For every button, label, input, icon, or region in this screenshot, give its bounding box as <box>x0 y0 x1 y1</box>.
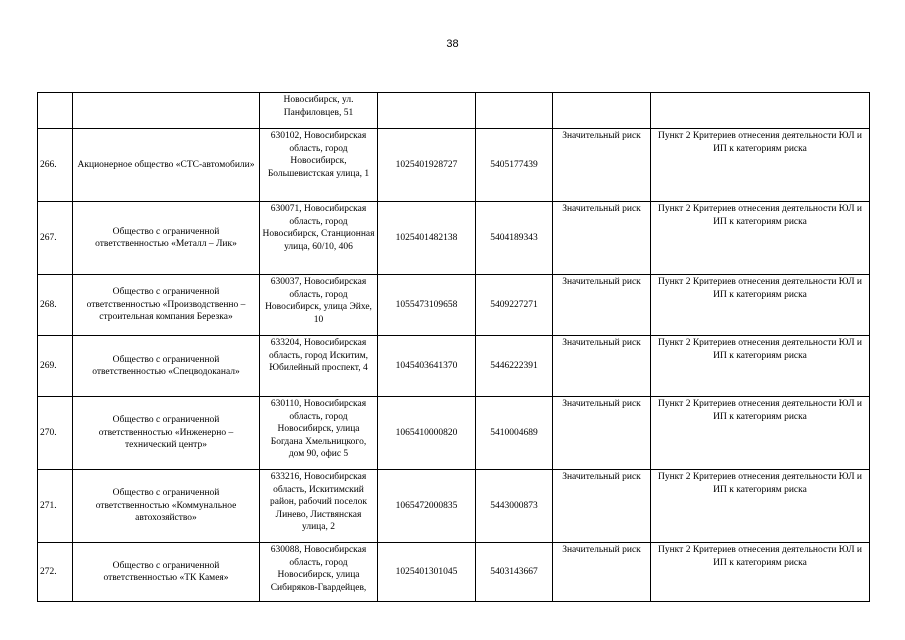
cell-ogrn <box>378 93 476 129</box>
cell-risk: Значительный риск <box>553 275 651 336</box>
cell-risk: Значительный риск <box>553 202 651 275</box>
cell-inn: 5446222391 <box>476 336 553 397</box>
cell-number <box>38 93 73 129</box>
table-row <box>38 129 870 202</box>
cell-number: 271. <box>38 470 73 543</box>
cell-inn: 5404189343 <box>476 202 553 275</box>
cell-name: Общество с ограниченной ответственностью «Инженерно – технический центр» <box>73 397 260 470</box>
cell-inn: 5405177439 <box>476 129 553 202</box>
table-row <box>38 543 870 602</box>
cell-address: 630088, Новосибирская область, город Новосибирск, улица Сибиряков-Гвардейцев, <box>260 543 378 602</box>
cell-risk: Значительный риск <box>553 336 651 397</box>
cell-inn <box>476 93 553 129</box>
cell-number: 267. <box>38 202 73 275</box>
cell-address: 630102, Новосибирская область, город Новосибирск, Большевистская улица, 1 <box>260 129 378 202</box>
cell-address: 630110, Новосибирская область, город Новосибирск, улица Богдана Хмельницкого, дом 90, офис 5 <box>260 397 378 470</box>
cell-number: 270. <box>38 397 73 470</box>
cell-risk: Значительный риск <box>553 129 651 202</box>
cell-name: Общество с ограниченной ответственностью «Спецводоканал» <box>73 336 260 397</box>
cell-basis: Пункт 2 Критериев отнесения деятельности ЮЛ и ИП к категориям риска <box>651 470 870 543</box>
cell-ogrn: 1065410000820 <box>378 397 476 470</box>
cell-basis <box>651 93 870 129</box>
cell-inn: 5410004689 <box>476 397 553 470</box>
table-row <box>38 397 870 470</box>
registry-table <box>37 92 870 602</box>
cell-risk <box>553 93 651 129</box>
cell-basis: Пункт 2 Критериев отнесения деятельности ЮЛ и ИП к категориям риска <box>651 275 870 336</box>
cell-name: Общество с ограниченной ответственностью «Коммунальное автохозяйство» <box>73 470 260 543</box>
cell-basis: Пункт 2 Критериев отнесения деятельности ЮЛ и ИП к категориям риска <box>651 543 870 602</box>
cell-name: Общество с ограниченной ответственностью «Производственно – строительная компания Березка» <box>73 275 260 336</box>
cell-basis: Пункт 2 Критериев отнесения деятельности ЮЛ и ИП к категориям риска <box>651 397 870 470</box>
cell-risk: Значительный риск <box>553 397 651 470</box>
cell-name: Общество с ограниченной ответственностью «ТК Камея» <box>73 543 260 602</box>
cell-ogrn: 1045403641370 <box>378 336 476 397</box>
cell-name: Акционерное общество «СТС-автомобили» <box>73 129 260 202</box>
cell-name <box>73 93 260 129</box>
cell-number: 272. <box>38 543 73 602</box>
cell-ogrn: 1025401482138 <box>378 202 476 275</box>
cell-ogrn: 1025401301045 <box>378 543 476 602</box>
cell-address: 630071, Новосибирская область, город Новосибирск, Станционная улица, 60/10, 406 <box>260 202 378 275</box>
table-row <box>38 202 870 275</box>
cell-ogrn: 1065472000835 <box>378 470 476 543</box>
table-row <box>38 336 870 397</box>
cell-address: 633204, Новосибирская область, город Искитим, Юбилейный проспект, 4 <box>260 336 378 397</box>
cell-number: 266. <box>38 129 73 202</box>
cell-inn: 5443000873 <box>476 470 553 543</box>
cell-inn: 5409227271 <box>476 275 553 336</box>
cell-address: 630037, Новосибирская область, город Новосибирск, улица Эйхе, 10 <box>260 275 378 336</box>
cell-number: 268. <box>38 275 73 336</box>
page-number: 38 <box>446 38 459 50</box>
cell-ogrn: 1025401928727 <box>378 129 476 202</box>
table-row <box>38 275 870 336</box>
cell-number: 269. <box>38 336 73 397</box>
cell-basis: Пункт 2 Критериев отнесения деятельности ЮЛ и ИП к категориям риска <box>651 202 870 275</box>
table-row <box>38 93 870 129</box>
cell-name: Общество с ограниченной ответственностью «Металл – Лик» <box>73 202 260 275</box>
cell-basis: Пункт 2 Критериев отнесения деятельности ЮЛ и ИП к категориям риска <box>651 129 870 202</box>
cell-address: 633216, Новосибирская область, Искитимский район, рабочий поселок Линево, Листвянская улица, 2 <box>260 470 378 543</box>
cell-basis: Пункт 2 Критериев отнесения деятельности ЮЛ и ИП к категориям риска <box>651 336 870 397</box>
cell-ogrn: 1055473109658 <box>378 275 476 336</box>
cell-inn: 5403143667 <box>476 543 553 602</box>
table-row <box>38 470 870 543</box>
cell-risk: Значительный риск <box>553 543 651 602</box>
cell-address: Новосибирск, ул. Панфиловцев, 51 <box>260 93 378 129</box>
cell-risk: Значительный риск <box>553 470 651 543</box>
